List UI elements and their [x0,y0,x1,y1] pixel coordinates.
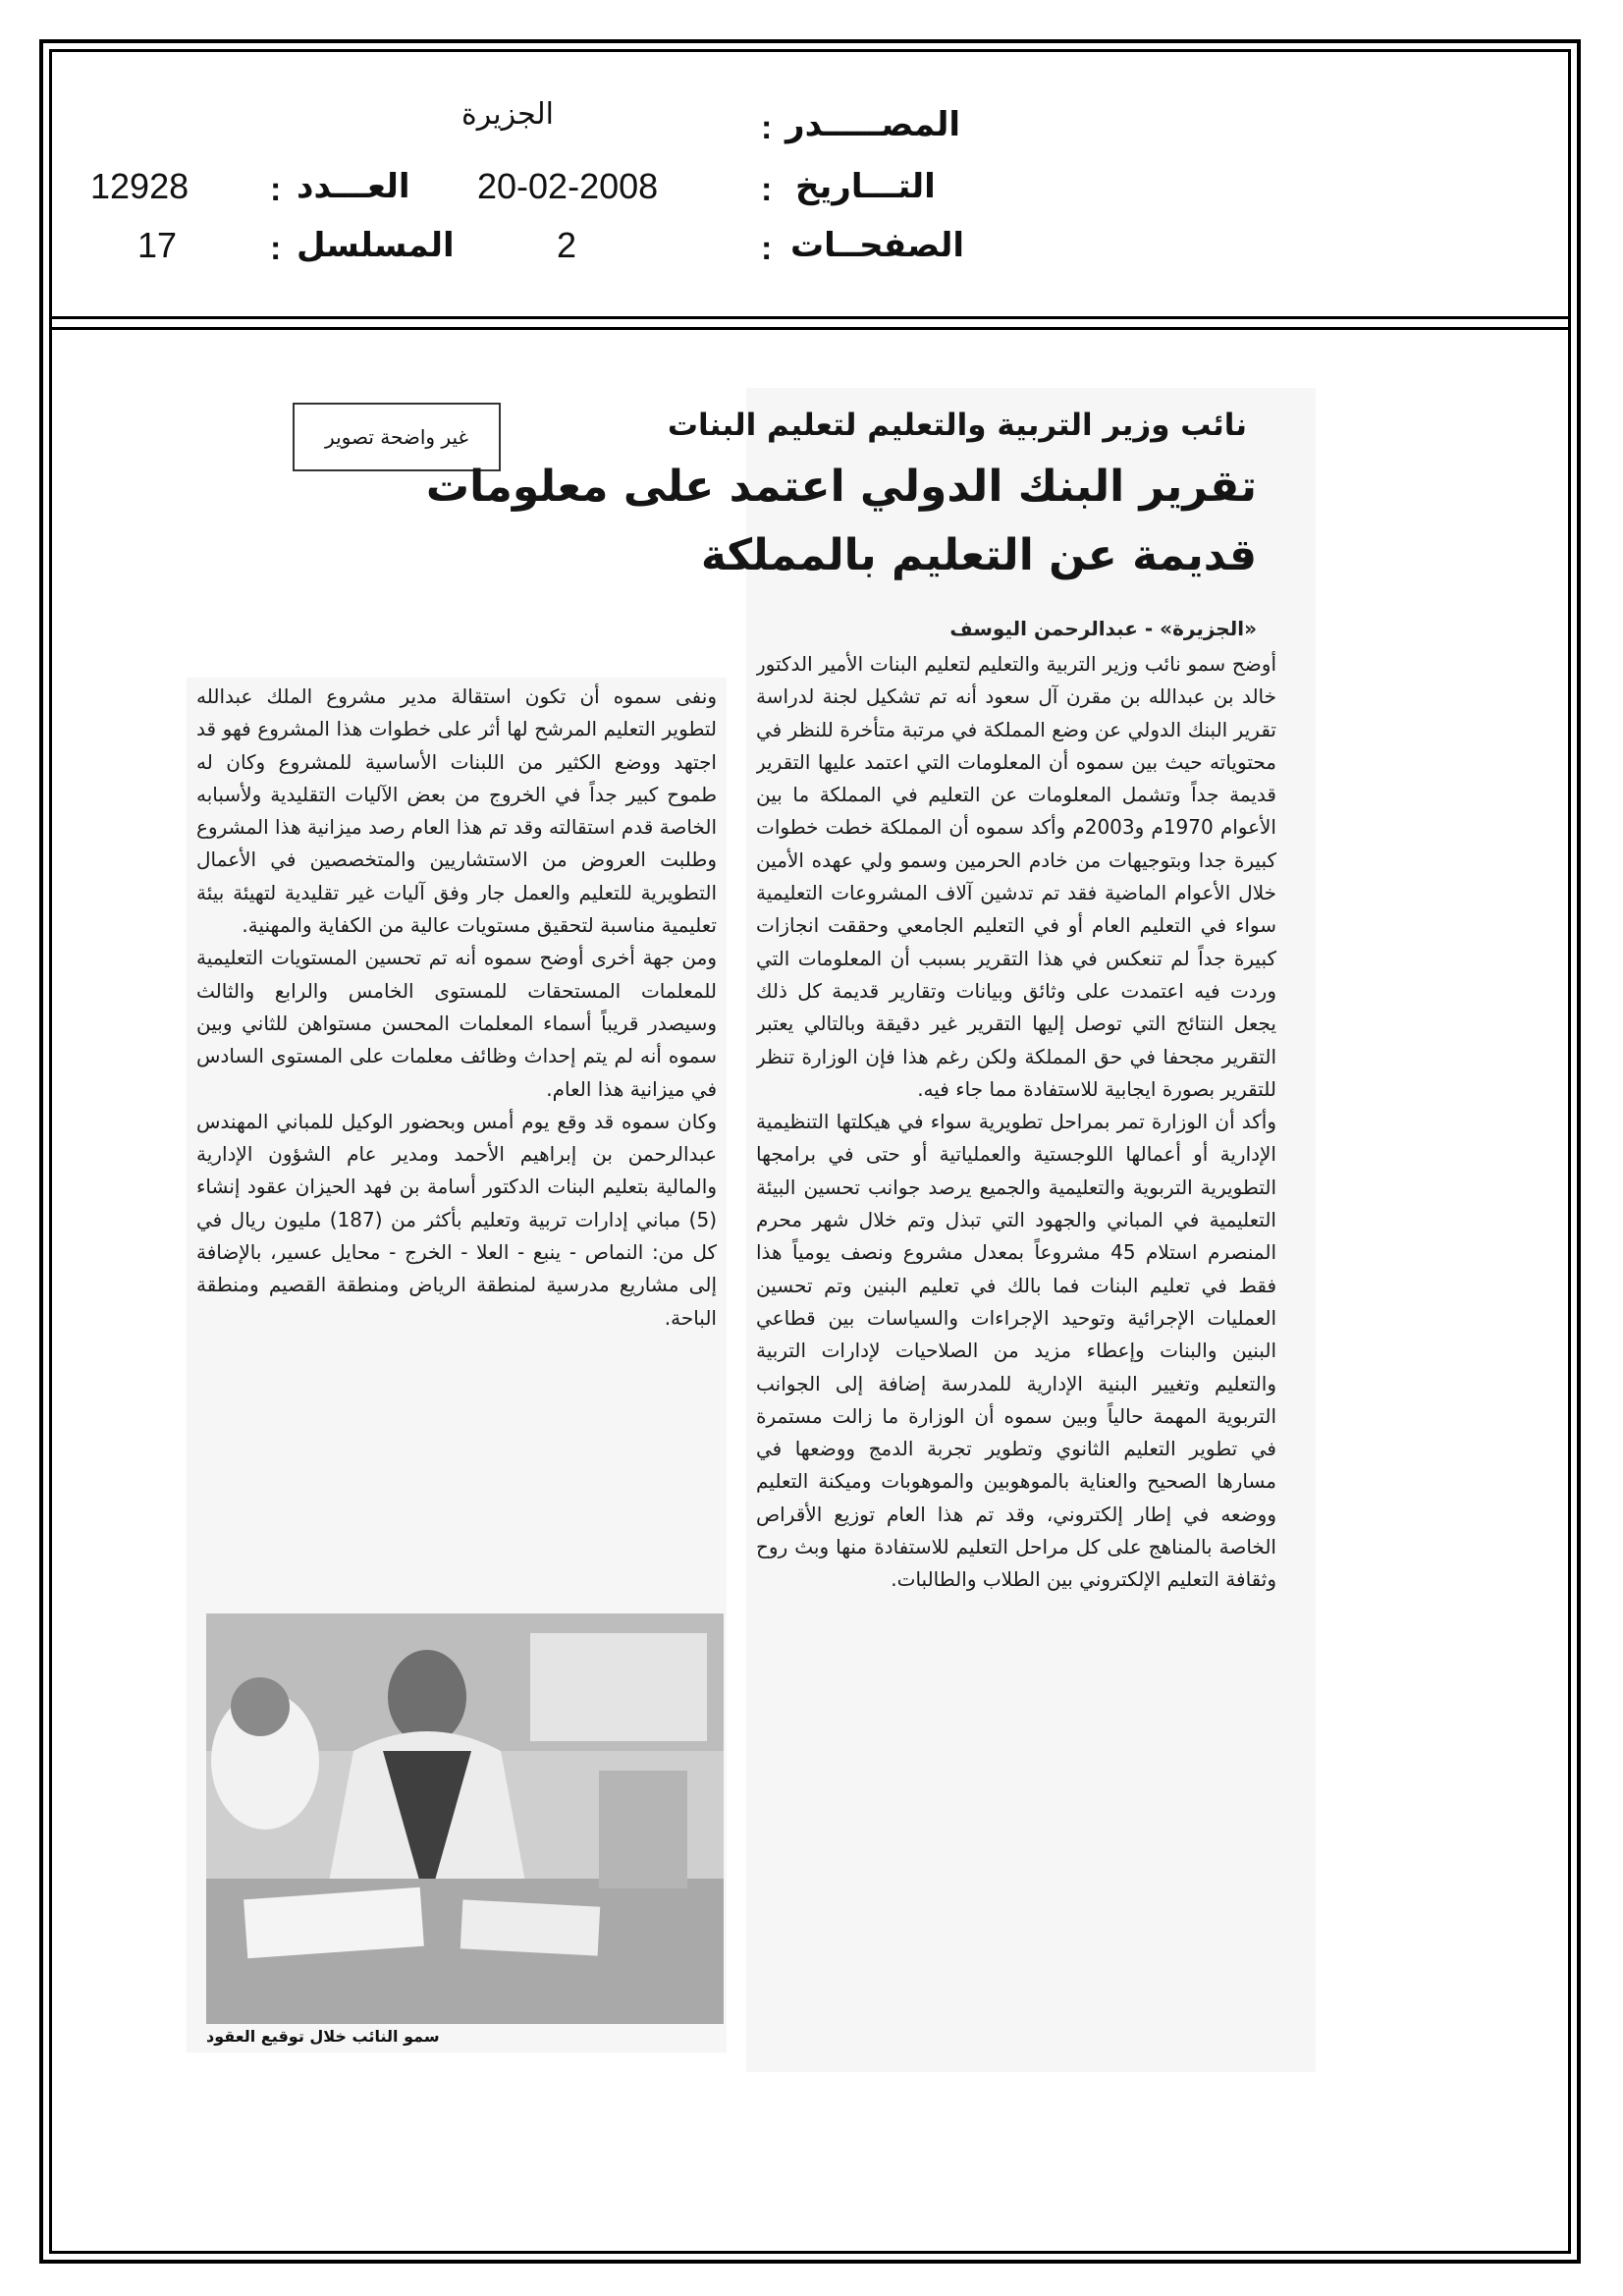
pages-label: الصفحــات [790,226,965,265]
issue-label: العـــدد [297,167,410,206]
serial-colon: : [270,230,282,267]
paragraph: أوضح سمو نائب وزير التربية والتعليم لتعليم البنات الأمير الدكتور خالد بن عبدالله بن مقرن آل سعود أنه تم تشكيل لجنة لدراسة تقرير البنك الدولي عن وضع المملكة في مرتبة متأخرة للنظر في محتوياته حيث بين سموه أن المعلومات التي اعتمد عليها التقرير قديمة جداً وتشمل المعلومات عن التعليم في المملكة ما بين الأعوام 1970م و2003م وأكد سموه أن المملكة خطت خطوات كبيرة جدا وبتوجيهات من خادم الحرمين وسمو ولي عهده الأمين خلال الأعوام الماضية فقد تم تدشين آلاف المشروعات التعليمية سواء في التعليم العام أو في التعليم الجامعي وحققت انجازات كبيرة جداً لم تنعكس في هذا التقرير بسبب أن المعلومات التي وردت فيه اعتمدت على وثائق وبيانات وتقارير قديمة كل ذلك يجعل النتائج التي توصل إليها التقرير غير دقيقة وبالتالي يعتبر التقرير مجحفا في حق المملكة ولكن رغم هذا فإن الوزارة تنظر للتقرير بصورة ايجابية للاستفادة مما جاء فيه. [756,652,1276,1101]
article-column-right [756,648,1276,2052]
article-title-line-1: تقرير البنك الدولي اعتمد على معلومات [425,462,1257,512]
date-colon: : [761,171,773,208]
article-column-left [196,681,717,1589]
photo-illustration [206,1613,724,2024]
article-kicker: نائب وزير التربية والتعليم لتعليم البنات [667,408,1247,443]
issue-colon: : [270,171,282,208]
pages-colon: : [761,230,773,267]
newspaper-name: الجزيرة [461,97,555,132]
source-colon: : [761,109,773,146]
paragraph: ونفى سموه أن تكون استقالة مدير مشروع الملك عبدالله لتطوير التعليم المرشح لها أثر على خطوات هذا المشروع فهو قد اجتهد ووضع الكثير من اللبنات الأساسية للمشروع وكان له طموح كبير جداً في الخروج من بعض الآليات التقليدية ولأسبابه الخاصة قدم استقالته وقد تم هذا العام رصد ميزانية هذا المشروع وطلبت العروض من الاستشاريين والمتخصصين في الأعمال التطويرية للتعليم والعمل جار وفق آليات غير تقليدية لتهيئة بيئة تعليمية مناسبة لتحقيق مستويات عالية من الكفاية والمهنية. [196,684,717,938]
header-separator [49,316,1571,330]
paragraph: ومن جهة أخرى أوضح سموه أنه تم تحسين المستويات التعليمية للمعلمات المستحقات للمستوى الخامس والرابع والثالث وسيصدر قريباً أسماء المعلمات المحسن مستواهن للثاني وبين سموه أنه لم يتم إحداث وظائف معلمات على المستوى السادس في ميزانية هذا العام. [196,946,717,1101]
pages-value: 2 [557,225,577,265]
paragraph: وأكد أن الوزارة تمر بمراحل تطويرية سواء في هيكلتها التنظيمية الإدارية أو أعمالها اللوجستية والعملياتية أو حتى في برامجها التطويرية التربوية والتعليمية والجميع يرصد جوانب تحسين البيئة التعليمية في المباني والجهود التي تبذل وتم خلال شهر محرم المنصرم استلام 45 مشروعاً بمعدل مشروع ونصف يومياً هذا فقط في تعليم البنات فما بالك في تعليم البنين وتم تحسين العمليات الإجرائية وتوحيد الإجراءات والسياسات بين قطاعي البنين والبنات وإعطاء مزيد من الصلاحيات لإدارات التربية والتعليم وتغيير البنية الإدارية للمدرسة إضافة إلى الجوانب التربوية المهمة حالياً وبين سموه أن الوزارة ما زالت مستمرة في تطوير التعليم الثانوي وتطوير تجربة الدمج ووضعها في مسارها الصحيح والعناية بالموهوبين والموهوبات وميكنة التعليم ووضعه في إطار إلكتروني، وقد تم هذا العام توزيع الأقراص الخاصة بالمناهج على كل مراحل التعليم للاستفادة منها وبث روح وثقافة التعليم الإلكتروني بين الطلاب والطالبات. [756,1110,1276,1592]
paragraph: وكان سموه قد وقع يوم أمس وبحضور الوكيل للمباني المهندس عبدالرحمن بن إبراهيم الأحمد ومدير عام الشؤون الإدارية والمالية بتعليم البنات الدكتور أسامة بن فهد الحيزان عقود إنشاء (5) مباني إدارات تربية وتعليم بأكثر من (187) مليون ريال في كل من: النماص - ينبع - العلا - الخرج - محايل عسير، بالإضافة إلى مشاريع مدرسية لمنطقة الرياض ومنطقة القصيم ومنطقة الباحة. [196,1109,717,1330]
unclear-scan-note: غير واضحة تصوير [293,403,501,471]
issue-value: 12928 [90,166,189,206]
source-label: المصـــــدر [785,105,961,144]
article-title-line-2: قديمة عن التعليم بالمملكة [700,530,1257,580]
date-value: 20-02-2008 [477,166,659,206]
date-label: التـــاريخ [795,167,936,206]
serial-label: المسلسل [297,226,455,265]
serial-value: 17 [137,225,178,265]
article-byline: «الجزيرة» - عبدالرحمن اليوسف [949,617,1257,640]
photo-caption: سمو النائب خلال توقيع العقود [206,2027,440,2046]
article-photo [206,1613,724,2024]
